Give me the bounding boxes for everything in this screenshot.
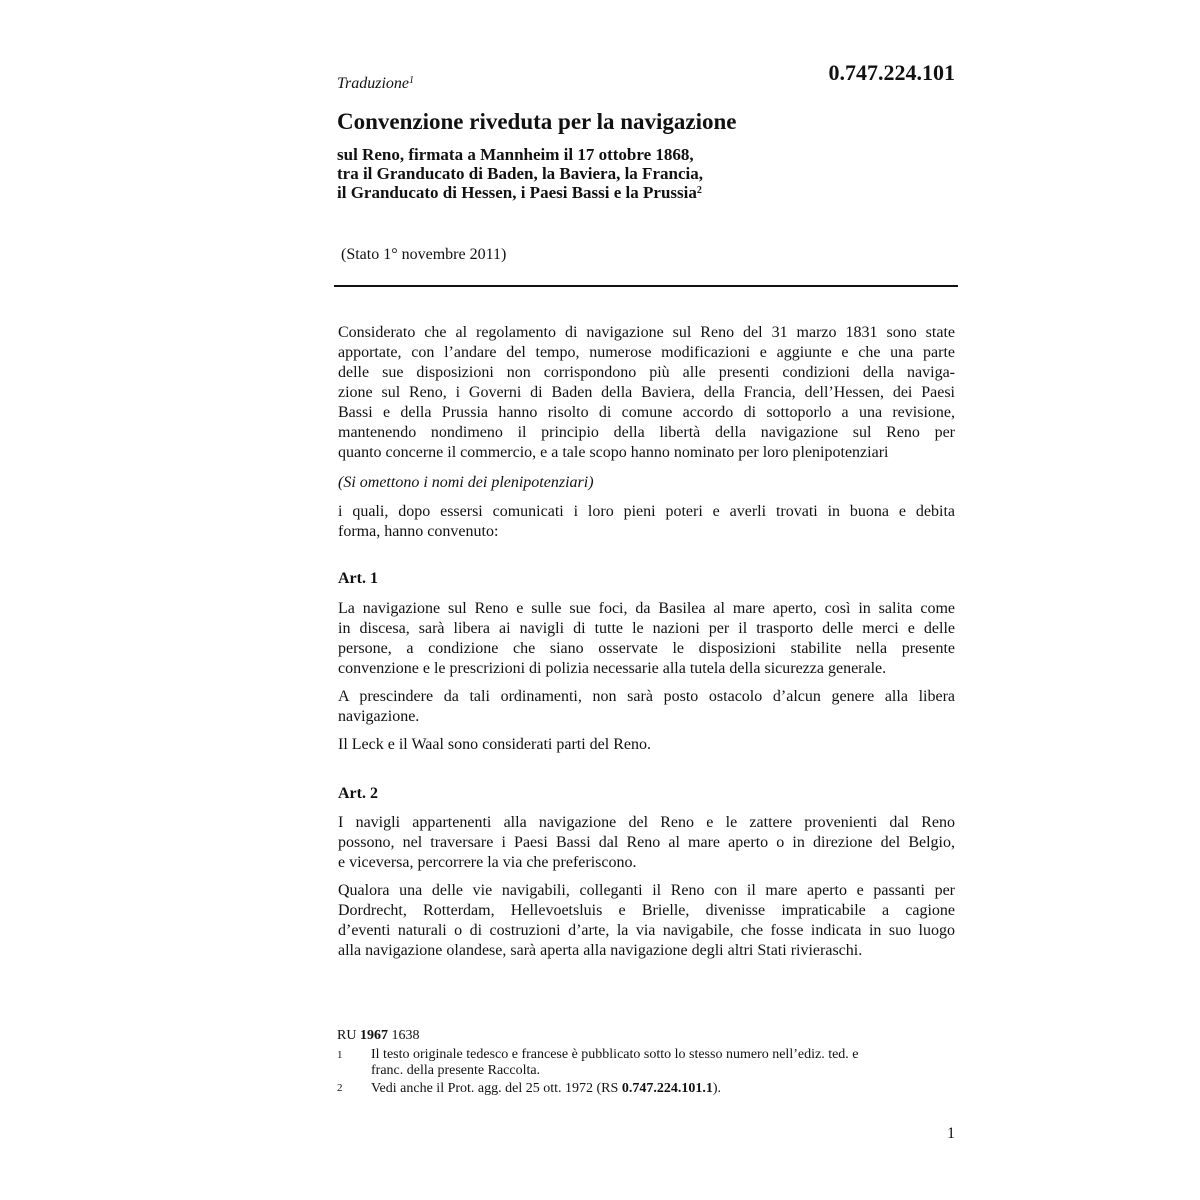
footnote-2-number: 2 xyxy=(337,1082,343,1094)
preamble-closing xyxy=(338,502,955,542)
article-1-paragraph-2 xyxy=(338,687,955,727)
ru-prefix: RU xyxy=(337,1028,357,1043)
text-line: alla navigazione olandese, sarà aperta alla navigazione degli altri Stati rivieraschi. xyxy=(338,942,863,959)
text-line: delle sue disposizioni non corrispondono più alle presenti condizioni della naviga- xyxy=(338,364,955,381)
text-line: A prescindere da tali ordinamenti, non sarà posto ostacolo d’alcun genere alla libera xyxy=(338,688,955,705)
text-line: convenzione e le prescrizioni di polizia necessarie alla tutela della sicurezza generale. xyxy=(338,660,887,677)
footnote-2-text: Vedi anche il Prot. agg. del 25 ott. 1972 (RS 0.747.224.101.1). xyxy=(371,1081,721,1096)
text-line: e viceversa, percorrere la via che preferiscono. xyxy=(338,854,637,871)
text-line: Bassi e della Prussia hanno risolto di comune accordo di sottoporlo a una revisione, xyxy=(338,404,955,421)
footnote-ref-1[interactable]: 1 xyxy=(409,75,415,86)
text-line: forma, hanno convenuto: xyxy=(338,523,499,540)
article-1-paragraph-3: Il Leck e il Waal sono considerati parti del Reno. xyxy=(338,736,651,753)
text-line: mantenendo nondimeno il principio della libertà della navigazione sul Reno per xyxy=(338,424,955,441)
official-collection-ref xyxy=(337,1028,419,1044)
footnote-1-text xyxy=(371,1047,961,1079)
footnote-ref-2[interactable]: 2 xyxy=(696,185,702,196)
text-line: possono, nel traversare i Paesi Bassi dal Reno al mare aperto o in direzione del Belgio, xyxy=(338,834,955,851)
text-line: i quali, dopo essersi comunicati i loro pieni poteri e averli trovati in buona e debita xyxy=(338,503,955,520)
text-line: zione sul Reno, i Governi di Baden della Baviera, della Francia, dell’Hessen, dei Paesi xyxy=(338,384,955,401)
translation-label xyxy=(337,75,414,93)
document-subtitle xyxy=(337,145,703,202)
subtitle-line: tra il Granducato di Baden, la Baviera, la Francia, xyxy=(337,164,703,183)
ru-page: 1638 xyxy=(391,1028,420,1043)
text-line: La navigazione sul Reno e sulle sue foci, da Basilea al mare aperto, così in salita come xyxy=(338,600,955,617)
text-line: Il testo originale tedesco e francese è pubblicato sotto lo stesso numero nell’ediz. ted. e xyxy=(371,1047,859,1062)
text-line: Dordrecht, Rotterdam, Hellevoetsluis e Brielle, divenisse impraticabile a cagione xyxy=(338,902,955,919)
preamble-paragraph xyxy=(338,323,955,463)
text-line: apportate, con l’andare del tempo, numerose modificazioni e aggiunte e che una parte xyxy=(338,344,955,361)
subtitle-line: il Granducato di Hessen, i Paesi Bassi e la Prussia$^2$ xyxy=(337,183,702,202)
omitted-plenipotentiaries: (Si omettono i nomi dei plenipotenziari) xyxy=(338,474,594,491)
article-1-heading: Art. 1 xyxy=(338,570,378,587)
text-line: d’eventi naturali o di costruzioni d’arte, la via navigabile, che fosse indicata in suo luogo xyxy=(338,922,955,939)
text-line: quanto concerne il commercio, e a tale scopo hanno nominato per loro plenipotenziari xyxy=(338,444,889,461)
article-2-paragraph-1 xyxy=(338,813,955,873)
page-number: 1 xyxy=(947,1125,955,1142)
text-line: I navigli appartenenti alla navigazione del Reno e le zattere provenienti dal Reno xyxy=(338,814,955,831)
sr-number: 0.747.224.101 xyxy=(828,60,955,85)
translation-text: Traduzione xyxy=(337,75,410,92)
article-2-paragraph-2 xyxy=(338,881,955,961)
article-2-heading: Art. 2 xyxy=(338,785,378,802)
text-line: Considerato che al regolamento di navigazione sul Reno del 31 marzo 1831 sono state xyxy=(338,324,955,341)
text-line: Qualora una delle vie navigabili, colleganti il Reno con il mare aperto e passanti per xyxy=(338,882,955,899)
text-line: franc. della presente Raccolta. xyxy=(371,1063,541,1078)
footnote-1-number: 1 xyxy=(337,1049,343,1061)
header-divider xyxy=(334,285,958,287)
text-line: in discesa, sarà libera ai navigli di tutte le nazioni per il trasporto delle merci e delle xyxy=(338,620,955,637)
document-title: Convenzione riveduta per la navigazione xyxy=(337,109,737,134)
text-line: persone, a condizione che siano osservate le disposizioni stabilite nella presente xyxy=(338,640,955,657)
status-date: (Stato 1° novembre 2011) xyxy=(341,246,507,263)
subtitle-line: sul Reno, firmata a Mannheim il 17 ottobre 1868, xyxy=(337,145,694,164)
ru-year: 1967 xyxy=(359,1028,388,1043)
article-1-paragraph-1 xyxy=(338,599,955,679)
sr-link[interactable]: 0.747.224.101.1 xyxy=(621,1081,713,1096)
text-line: navigazione. xyxy=(338,708,420,725)
